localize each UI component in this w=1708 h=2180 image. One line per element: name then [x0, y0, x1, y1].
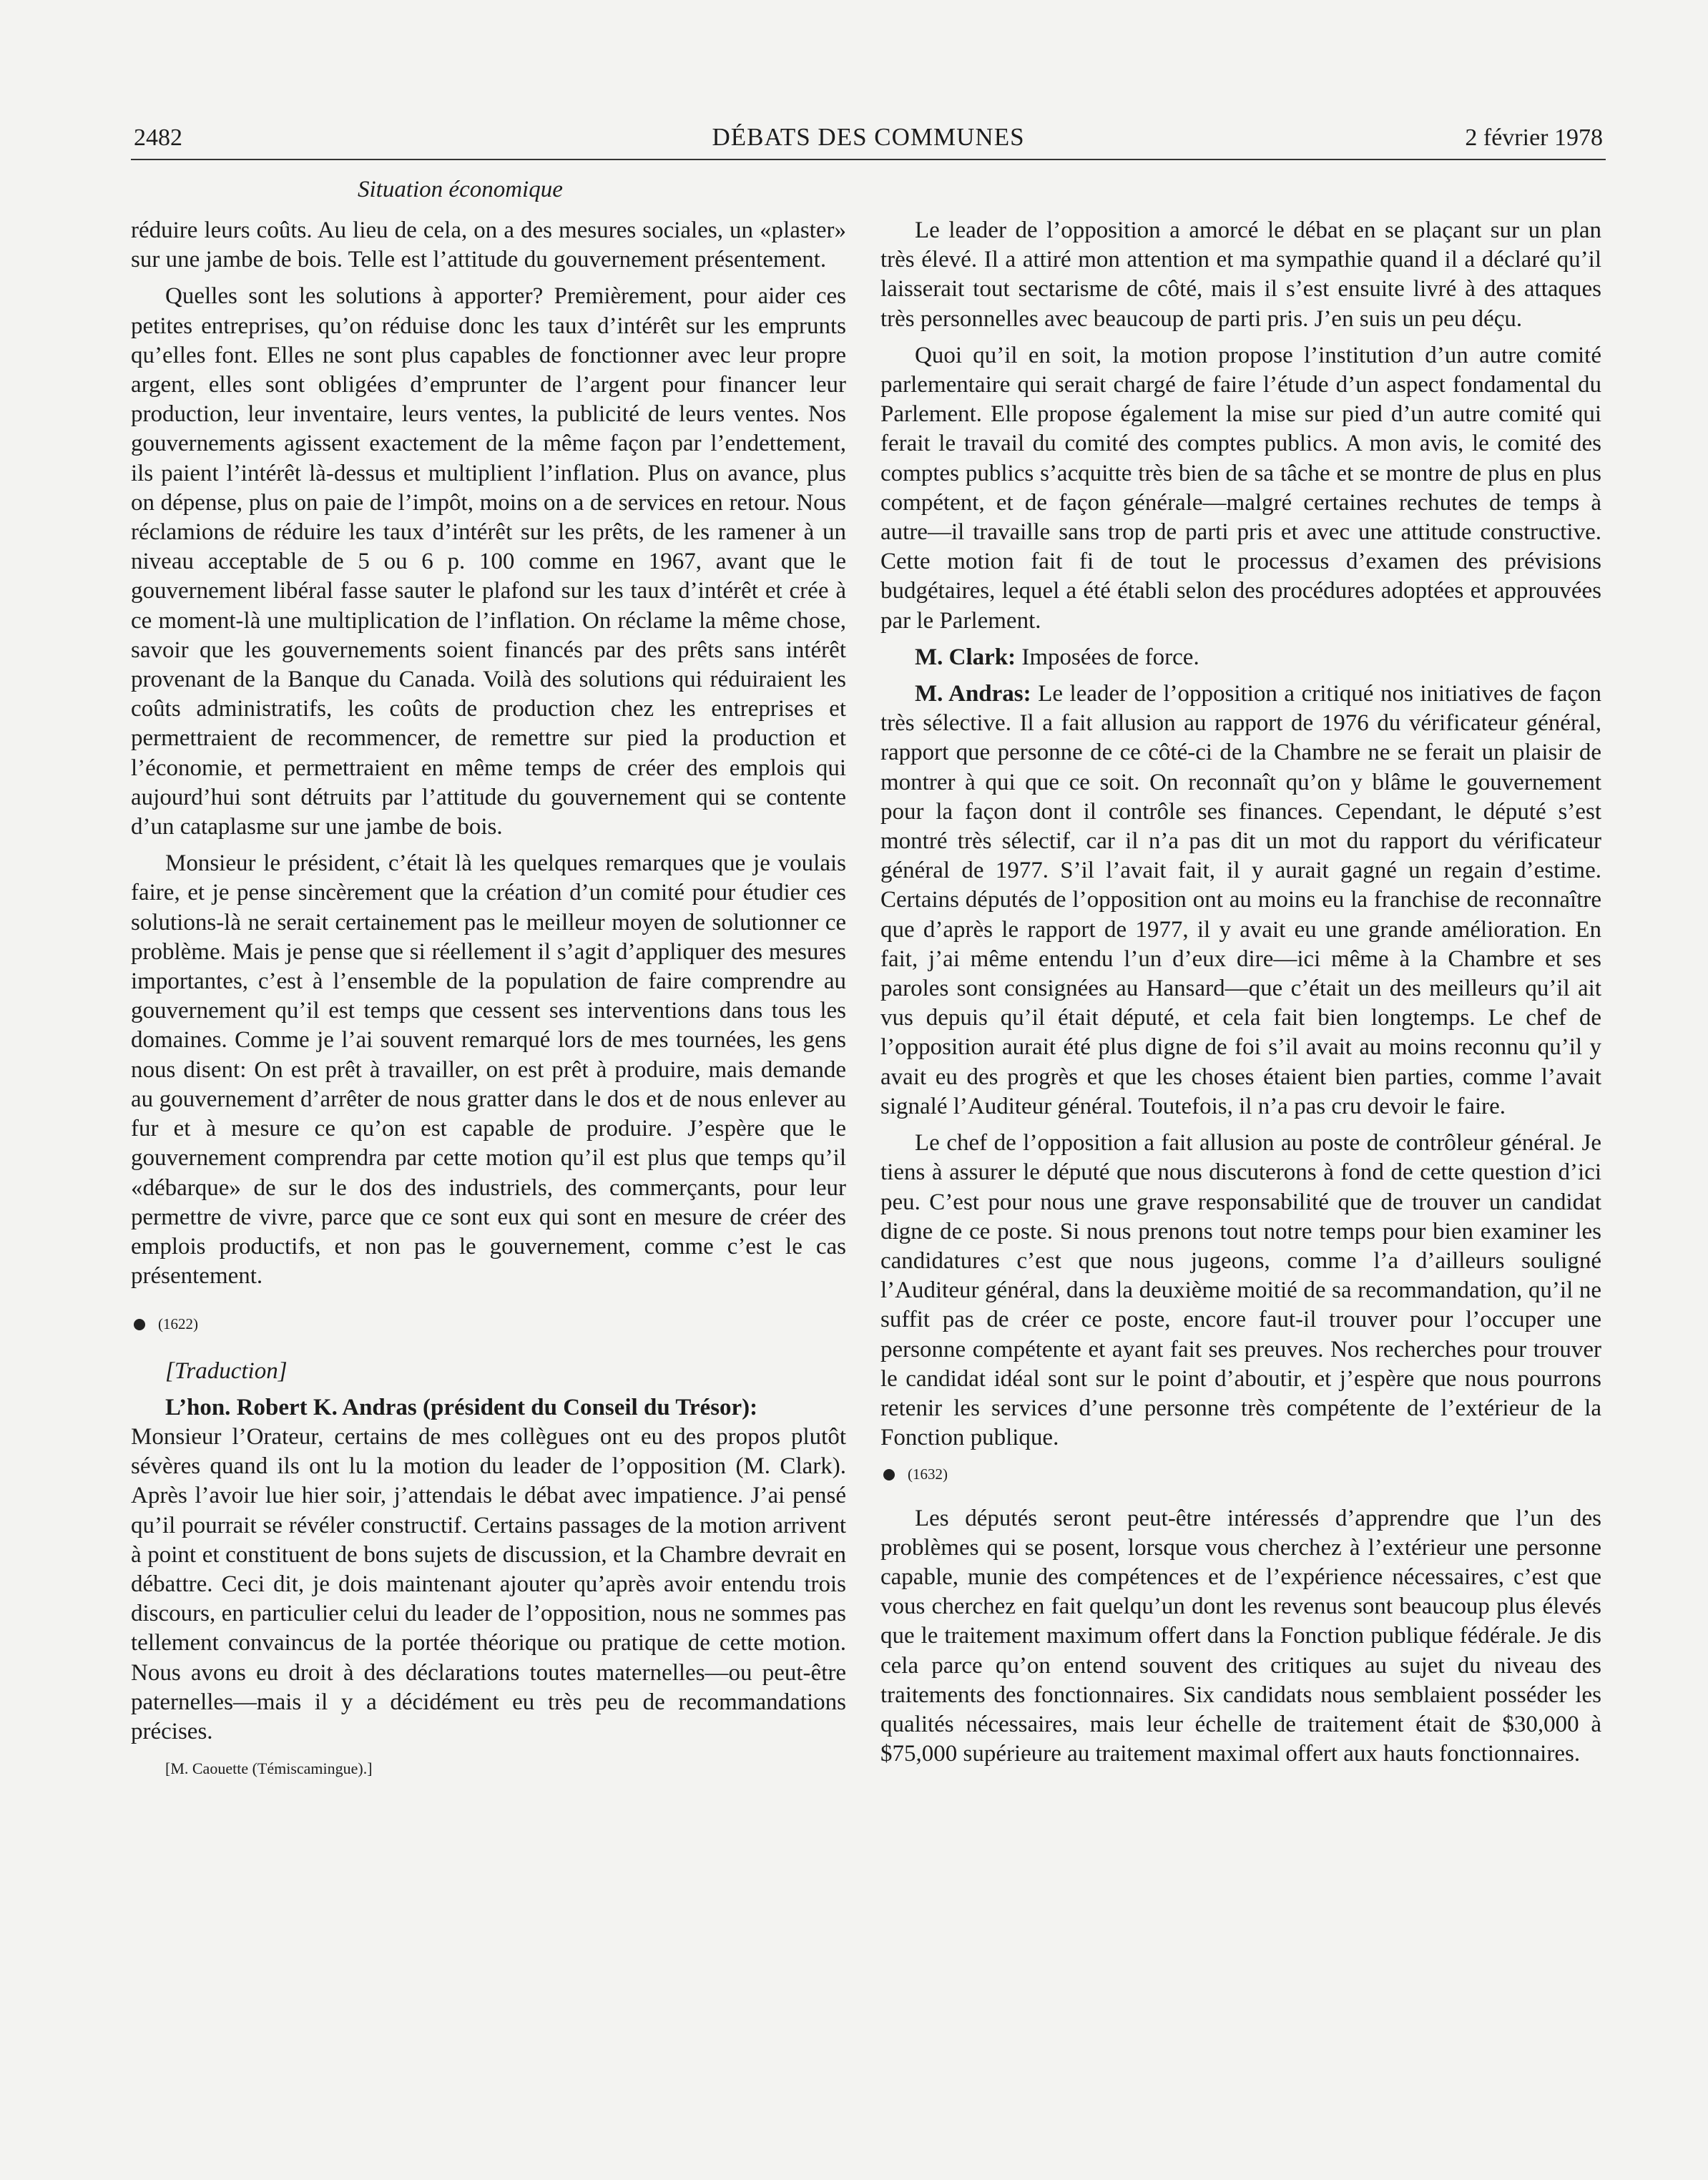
- translation-label: [Traduction]: [165, 1357, 288, 1384]
- paragraph: Le leader de l’opposition a amorcé le débat en se plaçant sur un plan très élevé. Il a attiré mon attention et ma sympathie quand il a déclaré qu’il laisserait tout sectarisme de côté, mais il s’est ensuite livré à des attaques très personnelles avec beaucoup de parti pris. J’en suis un peu déçu.: [880, 217, 1601, 332]
- page-header: [131, 120, 1606, 160]
- speech-text: Le leader de l’opposition a critiqué nos initiatives de façon très sélective. Il a fait allusion au rapport de 1976 du vérificateur général, rapport que personne de ce côté-ci de la Chambre ne se ferait un plaisir de montrer à qui que ce soit. On reconnaît qu’on y blâme le gouvernement pour la façon dont il contrôle ses finances. Cependant, le député s’est montré très sélectif, car il n’a pas dit un mot du rapport du vérificateur général de 1977. S’il l’avait fait, il y aurait gagné un regain d’estime. Certains députés de l’opposition ont au moins eu la franchise de reconnaître que d’après le rapport de 1977, il y avait eu une grande amélioration. En fait, j’ai même entendu l’un d’eux dire—ici même à la Chambre et ses paroles sont consignées au Hansard—que c’était un des meilleurs qu’il ait vus depuis qu’il était député, et cela fait bien longtemps. Le chef de l’opposition aurait été plus digne de foi s’il avait au moins reconnu qu’il y avait eu des progrès et que les choses étaient bien parties, comme l’avait signalé l’Auditeur général. Toutefois, il n’a pas cru devoir le faire.: [880, 681, 1601, 1119]
- speaker-name: L’hon. Robert K. Andras (président du Conseil du Trésor):: [165, 1394, 758, 1420]
- running-title: Situation économique: [358, 177, 563, 202]
- paragraph: Quelles sont les solutions à apporter? Premièrement, pour aider ces petites entreprises, qu’on réduise donc les taux d’intérêt sur les emprunts qu’elles font. Elles ne sont plus capables de fonctionner avec leur propre argent, elles sont obligées d’emprunter de l’argent pour financer leur production, leur inventaire, leurs ventes, la publicité de leurs ventes. Nos gouvernements agissent exactement de la même façon par l’endettement, ils paient l’intérêt là-dessus et multiplient l’inflation. Plus on avance, plus on dépense, plus on paie de l’impôt, moins on a de services en retour. Nous réclamions de réduire les taux d’intérêt sur les prêts, de les ramener à un niveau acceptable de 5 ou 6 p. 100 comme en 1967, avant que le gouvernement libéral fasse sauter le plafond sur les taux d’intérêt et crée à ce moment-là une multiplication de l’inflation. On réclame la même chose, savoir que les gouvernements soient financés par des prêts sans intérêt provenant de la Banque du Canada. Voilà des solutions qui réduiraient les coûts administratifs, les coûts de production chez les entreprises et permettraient de recommencer, de remettre sur pied la production et l’économie, et permettraient en même temps de créer des emplois qui aujourd’hui sont détruits par l’attitude du gouvernement qui se contente d’un cataplasme sur une jambe de bois.: [131, 283, 846, 840]
- speaker-attribution: [M. Caouette (Témiscamingue).]: [165, 1759, 373, 1778]
- paragraph: Quoi qu’il en soit, la motion propose l’institution d’un autre comité parlementaire qui serait chargé de faire l’étude d’un aspect fondamental du Parlement. Elle propose également la mise sur pied d’un autre comité qui ferait le travail du comité des comptes publics. A mon avis, le comité des comptes publics s’acquitte très bien de sa tâche et se montre de plus en plus compétent, et de façon générale—malgré certaines rechutes de temps à autre—il travaille sans trop de parti pris et avec une attitude constructive. Cette motion fait fi de tout le processus d’examen des prévisions budgétaires, lequel a été établi selon des procédures adoptées et approuvées par le Parlement.: [880, 342, 1601, 634]
- paragraph: Les députés seront peut-être intéressés d’apprendre que l’un des problèmes qui se posent, lorsque vous cherchez à l’extérieur une personne capable, munie des compétences et de l’expérience nécessaires, c’est que vous cherchez en fait quelqu’un dont les revenus sont beaucoup plus élevés que le traitement maximum offert dans la Fonction publique fédérale. Je dis cela parce qu’on entend souvent des critiques au sujet du niveau des traitements des fonctionnaires. Six candidats nous semblaient posséder les qualités nécessaires, mais leur échelle de traitement était de $30,000 à $75,000 supérieure au traitement maximal offert aux hauts fonctionnaires.: [880, 1505, 1601, 1767]
- publication-title: DÉBATS DES COMMUNES: [712, 123, 1025, 151]
- time-marker: [883, 1460, 1601, 1489]
- speech: [880, 679, 1601, 1121]
- paragraph: Monsieur l’Orateur, certains de mes collègues ont eu des propos plutôt sévères quand ils ont lu la motion du leader de l’opposition (M. Clark). Après l’avoir lue hier soir, j’attendais le débat avec impatience. J’ai pensé qu’il pourrait se révéler constructif. Certains passages de la motion arrivent à point et constituent de bons sujets de discussion, et la Chambre devrait en débattre. Ceci dit, je dois maintenant ajouter qu’après avoir entendu trois discours, en particulier celui du leader de l’opposition, nous ne sommes pas tellement convaincus de la portée théorique ou pratique de cette motion. Nous avons eu droit à des déclarations toutes maternelles—ou peut-être paternelles—mais il y a décidément eu très peu de recommandations précises.: [131, 1423, 846, 1744]
- time-marker-text: (1622): [158, 1315, 198, 1333]
- speaker-name: M. Clark:: [915, 644, 1016, 670]
- paragraph: Monsieur le président, c’était là les quelques remarques que je voulais faire, et je pense sincèrement que la création d’un comité pour étudier ces solutions-là ne serait certainement pas le meilleur moyen de solutionner ce problème. Mais je pense que si réellement il s’agit d’appliquer des mesures importantes, c’est à l’ensemble de la population de faire comprendre au gouvernement qu’il est temps que cessent ses interventions dans tous les domaines. Comme je l’ai souvent remarqué lors de mes tournées, les gens nous disent: On est prêt à travailler, on est prêt à produire, mais demande au gouvernement d’arrêter de nous gratter dans le dos et de nous enlever au fur et à mesure ce qu’on est capable de produire. J’espère que le gouvernement comprendra par cette motion qu’il est plus que temps qu’il «débarque» de sur le dos des industriels, des commerçants, pour leur permettre de vivre, parce que ce sont eux qui sont en mesure de créer des emplois productifs, et non pas le gouvernement, comme c’est le cas présentement.: [131, 850, 846, 1290]
- interjection: [880, 643, 1601, 672]
- time-marker: [134, 1310, 846, 1339]
- interjection-text: Imposées de force.: [1021, 644, 1199, 670]
- left-column: [131, 216, 846, 1790]
- speaker-name: M. Andras:: [915, 681, 1031, 707]
- issue-date: 2 février 1978: [1465, 124, 1603, 151]
- speech-intro: [131, 1393, 846, 1423]
- bullet-icon: [883, 1469, 895, 1481]
- paragraph: Le chef de l’opposition a fait allusion au poste de contrôleur général. Je tiens à assurer le député que nous discuterons à fond de cette question d’ici peu. C’est pour nous une grave responsabilité que de trouver un candidat digne de ce poste. Si nous prenons tout notre temps pour bien examiner les candidatures c’est que nous jugeons, comme l’a d’ailleurs souligné l’Auditeur général, dans la deuxième moitié de sa recommandation, qu’il ne suffit pas de créer ce poste, encore faut-il trouver pour l’occuper une personne compétente et ayant fait ses preuves. Nos recherches pour trouver le candidat idéal sont sur le point d’aboutir, et j’espère que nous pourrons retenir les services d’une personne très compétente de l’extérieur de la Fonction publique.: [880, 1130, 1601, 1451]
- bullet-icon: [134, 1319, 145, 1330]
- right-column: [880, 216, 1601, 1776]
- paragraph: réduire leurs coûts. Au lieu de cela, on a des mesures sociales, un «plaster» sur une jambe de bois. Telle est l’attitude du gouvernement présentement.: [131, 217, 846, 273]
- page-number: 2482: [134, 124, 182, 151]
- time-marker-text: (1632): [908, 1465, 948, 1483]
